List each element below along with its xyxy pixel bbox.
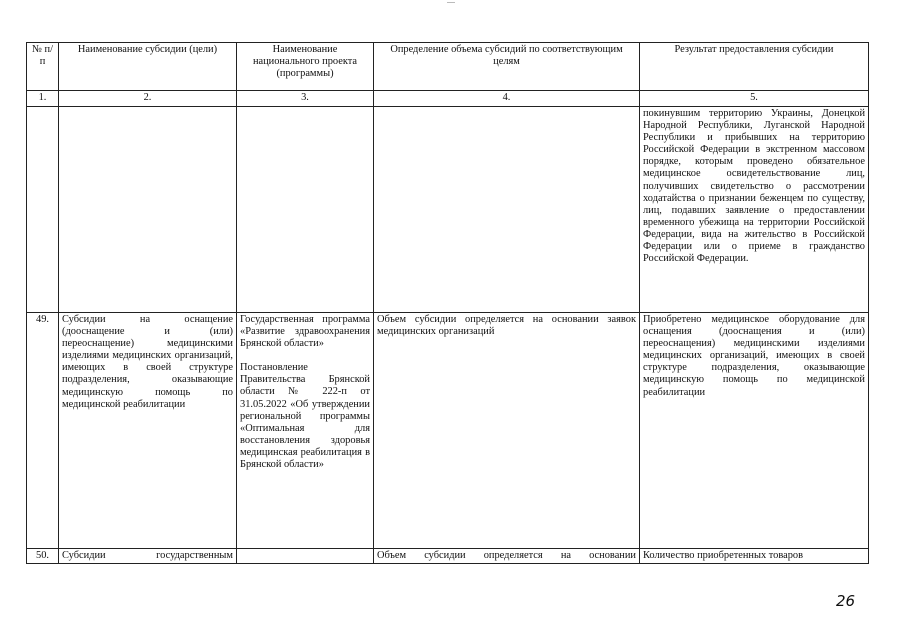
volume-cell: Объем субсидии определяется на основании заявок медицинских организаций [374,313,640,549]
subsidy-cell: Субсидии государственным [59,549,237,564]
volume-cell [374,107,640,313]
volume-cell: Объем субсидии определяется на основании [374,549,640,564]
column-number: 4. [374,91,640,107]
header-subsidy-name: Наименование субсидии (цели) [59,43,237,91]
column-number-row [27,91,869,107]
column-number: 1. [27,91,59,107]
table-header-row [27,43,869,91]
table-row [27,549,869,564]
project-cell [237,107,374,313]
project-cell [237,313,374,549]
row-number: 50. [27,549,59,564]
result-cell: покинувшим территорию Украины, Донецкой Народной Республики, Луганской Народной Республики и прибывших на территорию Российской Федерации в экстренном массовом порядке, которым проведено обязательное медицинское освидетельствование лиц, получивших свидетельство о рассмотрении ходатайства о признании беженцем по существу, лиц, подавших заявление о предоставлении временного убежища на территории Российской Федерации, вида на жительство в Российской Федерации или о приеме в гражданство Российской Федерации. [640,107,869,313]
column-number: 2. [59,91,237,107]
row-number-cell [27,107,59,313]
subsidy-table [26,42,869,564]
table-row [27,313,869,549]
header-volume-definition: Определение объема субсидий по соответствующим целям [374,43,640,91]
result-cell: Количество приобретенных товаров [640,549,869,564]
header-project-name: Наименование национального проекта (программы) [237,43,374,91]
page-number: 26 [836,592,856,610]
scan-mark [447,2,455,3]
header-number: № п/п [27,43,59,91]
column-number: 3. [237,91,374,107]
subsidy-cell: Субсидии на оснащение (дооснащение и (или) переоснащение) медицинскими изделиями медицинских организаций, имеющих в своей структуре подразделения, оказывающие медицинскую помощь по медицинской реабилитации [59,313,237,549]
project-cell [237,549,374,564]
table-row [27,107,869,313]
subsidy-cell [59,107,237,313]
column-number: 5. [640,91,869,107]
header-result: Результат предоставления субсидии [640,43,869,91]
project-paragraph: Государственная программа «Развитие здравоохранения Брянской области» [240,314,370,350]
result-cell: Приобретено медицинское оборудование для оснащения (дооснащения и (или) переоснащения) медицинскими изделиями медицинских организаций, имеющих в своей структуре подразделения, оказывающие медицинскую помощь по медицинской реабилитации [640,313,869,549]
row-number: 49. [27,313,59,549]
project-paragraph: Постановление Правительства Брянской области № 222-п от 31.05.2022 «Об утверждении региональной программы «Оптимальная для восстановления здоровья медицинская реабилитация в Брянской области» [240,362,370,471]
